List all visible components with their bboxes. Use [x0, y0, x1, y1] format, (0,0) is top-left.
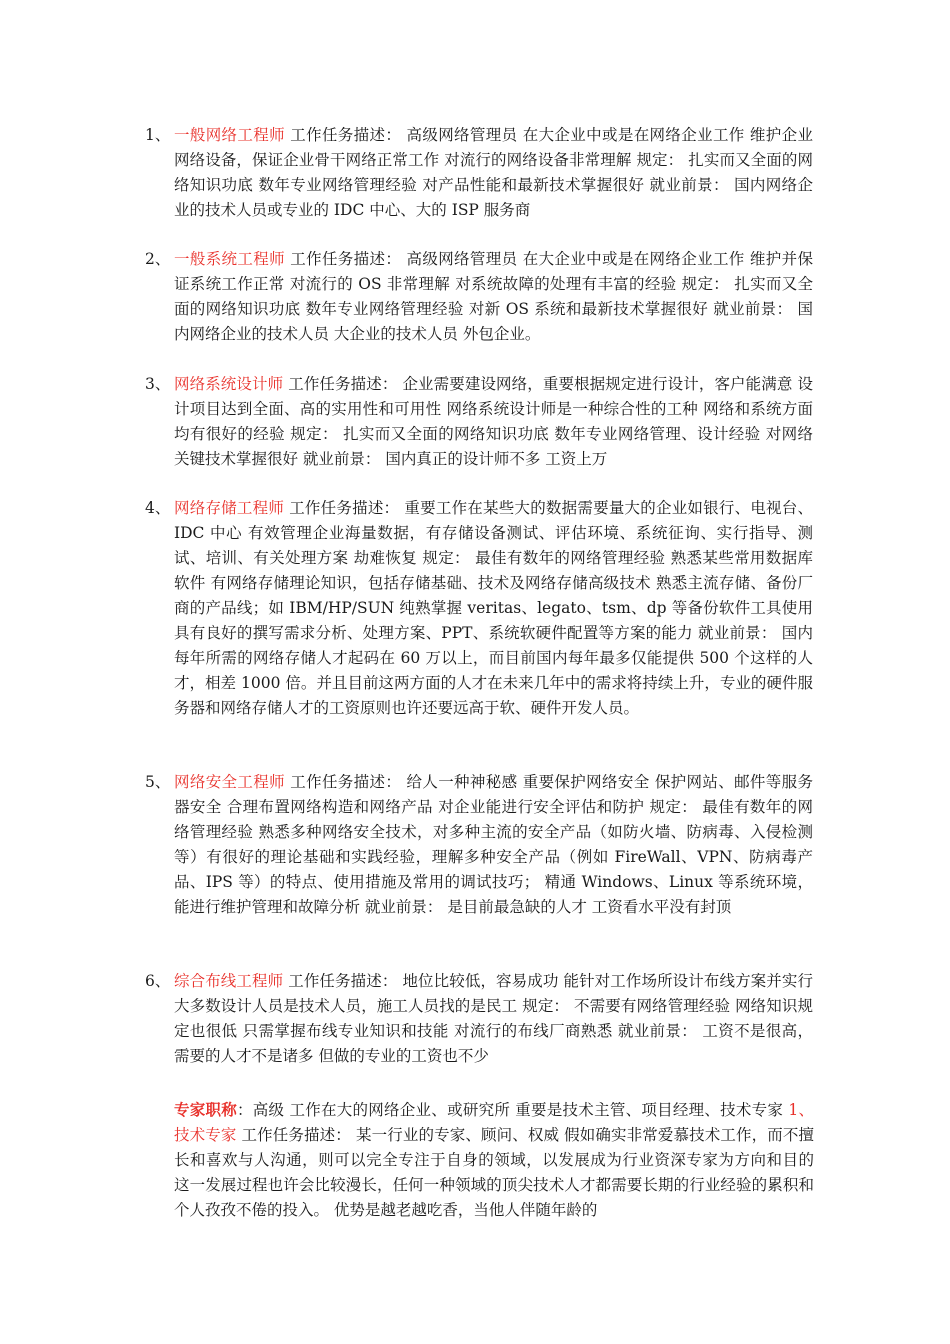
expert-text: 工作任务描述： 某一行业的专家、顾问、权威 假如确实非常爱慕技术工作，而不擅长和喜欢与人沟通，则可以完全专注于自身的领域，以发展成为行业资深专家为方向和目的 这一发展过程也许会比较漫长，任何一种领域的顶尖技术人才都需要长期的行业经验的累积和个人孜孜不倦的投入。 优势是越老越吃香，当他人伴随年龄的: [174, 1126, 814, 1219]
expert-colon: ：: [237, 1101, 253, 1119]
item-title: 综合布线工程师: [174, 972, 284, 990]
item-number: 3、: [145, 375, 171, 393]
expert-section: [174, 1097, 814, 1223]
item-text: 工作任务描述： 重要工作在某些大的数据需要量大的企业如银行、电视台、IDC 中心 有效管理企业海量数据，有存储设备测试、评估环境、系统征询、实行指导、测试、培训、有关处理方案 劫难恢复 规定： 最佳有数年的网络管理经验 熟悉某些常用数据库软件 有网络存储理论知识，包括存储基础、技术及网络存储高级技术 熟悉主流存储、备份厂商的产品线；如 IBM/HP/SUN 纯熟掌握 veritas、legato、tsm、dp 等备份软件工具使用 具有良好的撰写需求分析、处理方案、PPT、系统软硬件配置等方案的能力 就业前景： 国内每年所需的网络存储人才起码在 60 万以上，而目前国内每年最多仅能提供 500 个这样的人才，相差 1000 倍。并且目前这两方面的人才在未来几年中的需求将持续上升，专业的硬件服务器和网络存储人才的工资原则也许还要远高于软、硬件开发人员。: [174, 499, 813, 717]
item-title: 一般网络工程师: [174, 126, 285, 144]
item-title: 网络存储工程师: [174, 499, 285, 517]
item-text: 工作任务描述： 地位比较低，容易成功 能针对工作场所设计布线方案并实行 大多数设计人员是技术人员，施工人员找的是民工 规定： 不需要有网络管理经验 网络知识规定也很低 只需掌握布线专业知识和技能 对流行的布线厂商熟悉 就业前景： 工资不是很高，需要的人才不是诸多 但做的专业的工资也不少: [174, 972, 813, 1065]
list-item-3: [145, 372, 813, 472]
list-item-2: [145, 247, 813, 347]
list-item-5: [145, 770, 813, 920]
item-text: 工作任务描述： 企业需要建设网络，重要根据规定进行设计，客户能满意 设计项目达到全面、高的实用性和可用性 网络系统设计师是一种综合性的工种 网络和系统方面均有很好的经验 规定： 扎实而又全面的网络知识功底 数年专业网络管理、设计经验 对网络关键技术掌握很好 就业前景： 国内真正的设计师不多 工资上万: [174, 375, 813, 468]
list-item-4: [145, 496, 813, 721]
item-title: 网络安全工程师: [174, 773, 285, 791]
item-number: 6、: [145, 972, 171, 990]
item-text: 工作任务描述： 高级网络管理员 在大企业中或是在网络企业工作 维护企业网络设备，保证企业骨干网络正常工作 对流行的网络设备非常理解 规定： 扎实而又全面的网络知识功底 数年专业网络管理经验 对产品性能和最新技术掌握很好 就业前景： 国内网络企业的技术人员或专业的 IDC 中心、大的 ISP 服务商: [174, 126, 813, 219]
item-title: 网络系统设计师: [174, 375, 284, 393]
list-item-6: [145, 969, 813, 1069]
expert-label: 专家职称: [174, 1100, 238, 1119]
item-text: 工作任务描述： 给人一种神秘感 重要保护网络安全 保护网站、邮件等服务器安全 合理布置网络构造和网络产品 对企业能进行安全评估和防护 规定： 最佳有数年的网络管理经验 熟悉多种网络安全技术，对多种主流的安全产品（如防火墙、防病毒、入侵检测等）有很好的理论基础和实践经验，理解多种安全产品（例如 FireWall、VPN、防病毒产品、IPS 等）的特点、使用措施及常用的调试技巧； 精通 Windows、Linux 等系统环境，能进行维护管理和故障分析 就业前景： 是目前最急缺的人才 工资看水平没有封顶: [174, 773, 813, 916]
list-item-1: [145, 123, 813, 223]
expert-subtitle: 1、技术专家: [174, 1101, 814, 1144]
item-text: 工作任务描述： 高级网络管理员 在大企业中或是在网络企业工作 维护并保证系统工作正常 对流行的 OS 非常理解 对系统故障的处理有丰富的经验 规定： 扎实而又全面的网络知识功底 数年专业网络管理经验 对新 OS 系统和最新技术掌握很好 就业前景： 国内网络企业的技术人员 大企业的技术人员 外包企业。: [174, 250, 813, 343]
item-number: 1、: [145, 126, 171, 144]
expert-intro: 高级 工作在大的网络企业、或研究所 重要是技术主管、项目经理、技术专家: [252, 1101, 789, 1119]
item-number: 5、: [145, 773, 171, 791]
item-title: 一般系统工程师: [174, 250, 285, 268]
item-number: 4、: [145, 499, 171, 517]
item-number: 2、: [145, 250, 171, 268]
